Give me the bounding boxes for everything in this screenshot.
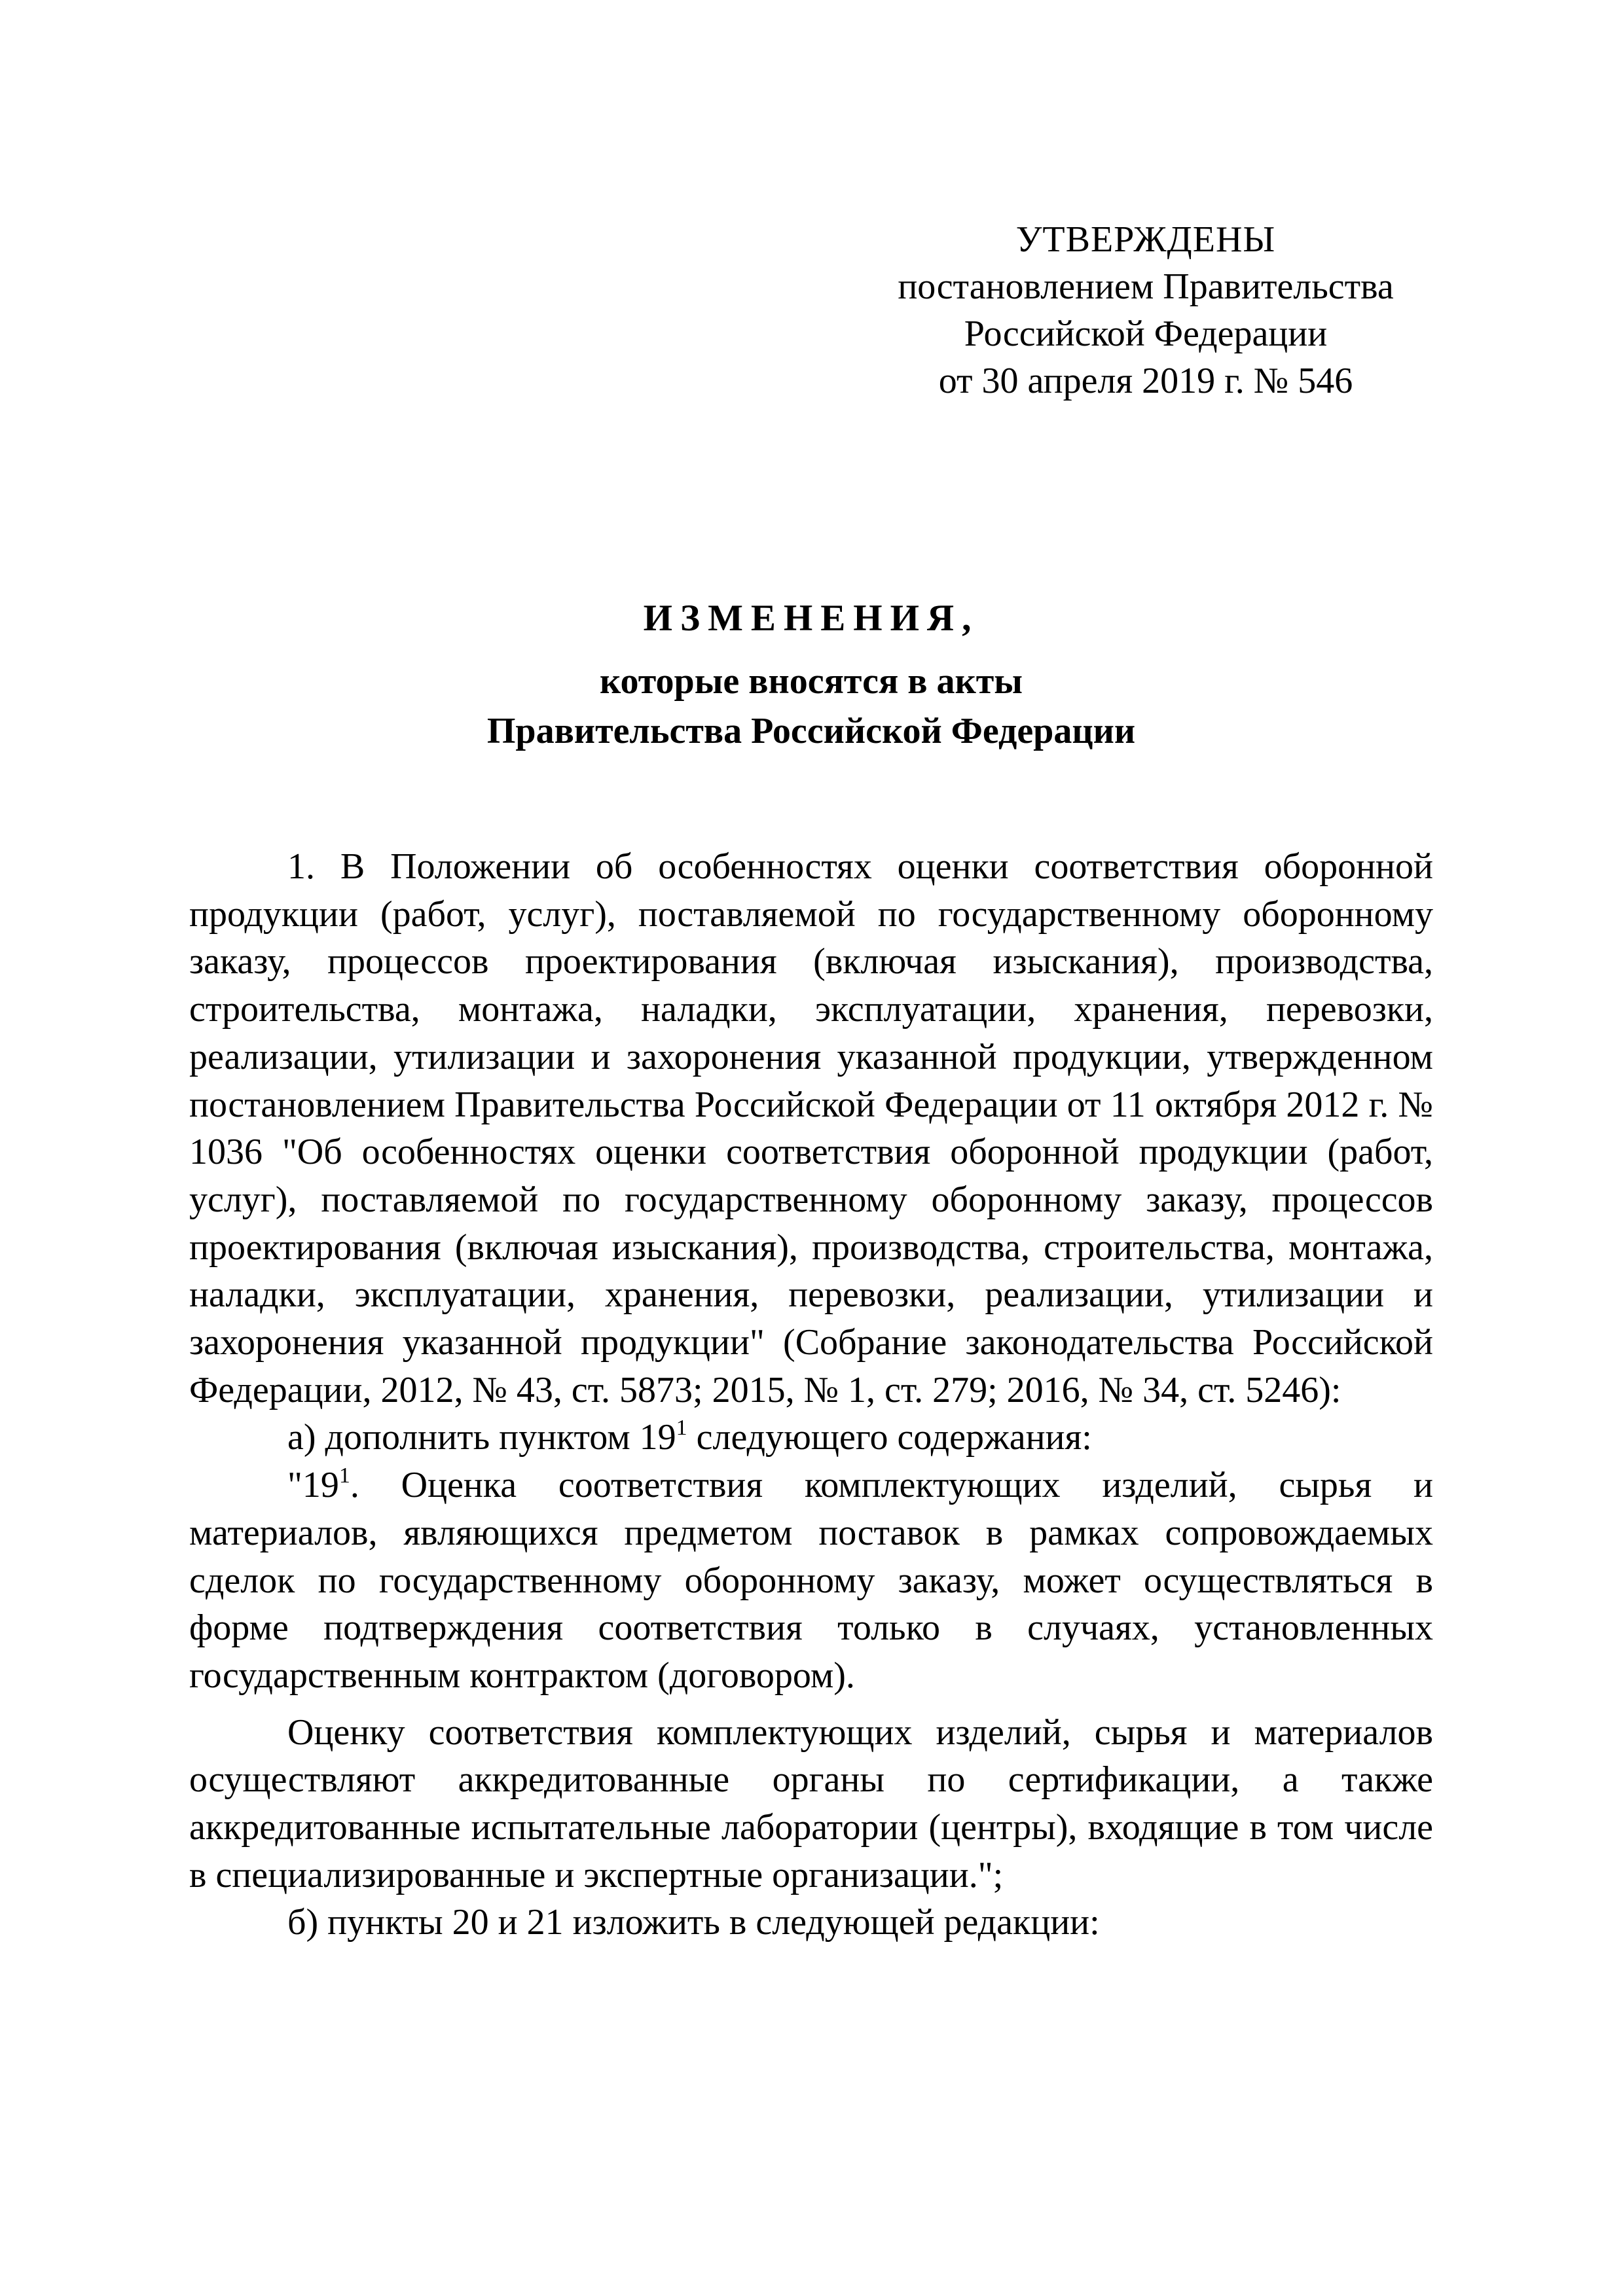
item-a xyxy=(189,1414,1433,1462)
item-a-text-end: следующего содержания: xyxy=(687,1417,1092,1458)
document-body xyxy=(189,843,1433,1946)
superscript: 1 xyxy=(676,1416,687,1441)
document-title: ИЗМЕНЕНИЯ, xyxy=(643,598,979,639)
subtitle-line-1: которые вносятся в акты xyxy=(599,661,1023,702)
paragraph-1: 1. В Положении об особенностях оценки соответствия оборонной продукции (работ, услуг), поставляемой по государственному оборонному заказу, процессов проектирования (включая изыскания), производства, строительства, монтажа, наладки, эксплуатации, хранения, перевозки, реализации, утилизации и захоронения указанной продукции, утвержденном постановлением Правительства Российской Федерации от 11 октября 2012 г. № 1036 "Об особенностях оценки соответствия оборонной продукции (работ, услуг), поставляемой по государственному оборонному заказу, процессов проектирования (включая изыскания), производства, строительства, монтажа, наладки, эксплуатации, хранения, перевозки, реализации, утилизации и захоронения указанной продукции" (Собрание законодательства Российской Федерации, 2012, № 43, ст. 5873; 2015, № 1, ст. 279; 2016, № 34, ст. 5246): xyxy=(189,846,1433,1410)
item-a-text: а) дополнить пунктом 19 xyxy=(287,1417,676,1458)
document-subtitle xyxy=(189,656,1433,756)
subtitle-line-2: Правительства Российской Федерации xyxy=(486,711,1136,751)
approval-block xyxy=(851,216,1440,404)
quote-paragraph-1 xyxy=(189,1462,1433,1700)
approval-line-2: Российской Федерации xyxy=(964,314,1328,354)
superscript: 1 xyxy=(338,1463,350,1488)
quote-text: . Оценка соответствия комплектующих изделий, сырья и материалов, являющихся предметом поставок в рамках сопровождаемых сделок по государственному оборонному заказу, может осуществляться в форме подтверждения соответствия только в случаях, установленных государственным контрактом (договором). xyxy=(189,1465,1433,1696)
approval-line-1: постановлением Правительства xyxy=(898,266,1394,307)
approval-stamp-title: УТВЕРЖДЕНЫ xyxy=(1015,219,1276,260)
quote-paragraph-2: Оценку соответствия комплектующих изделий, сырья и материалов осуществляют аккредитованные органы по сертификации, а также аккредитованные испытательные лаборатории (центры), входящие в том числе в специализированные и экспертные организации."; xyxy=(189,1712,1433,1895)
approval-line-3: от 30 апреля 2019 г. № 546 xyxy=(938,361,1353,401)
item-b: б) пункты 20 и 21 изложить в следующей редакции: xyxy=(287,1902,1100,1943)
quote-open: "19 xyxy=(287,1465,339,1506)
